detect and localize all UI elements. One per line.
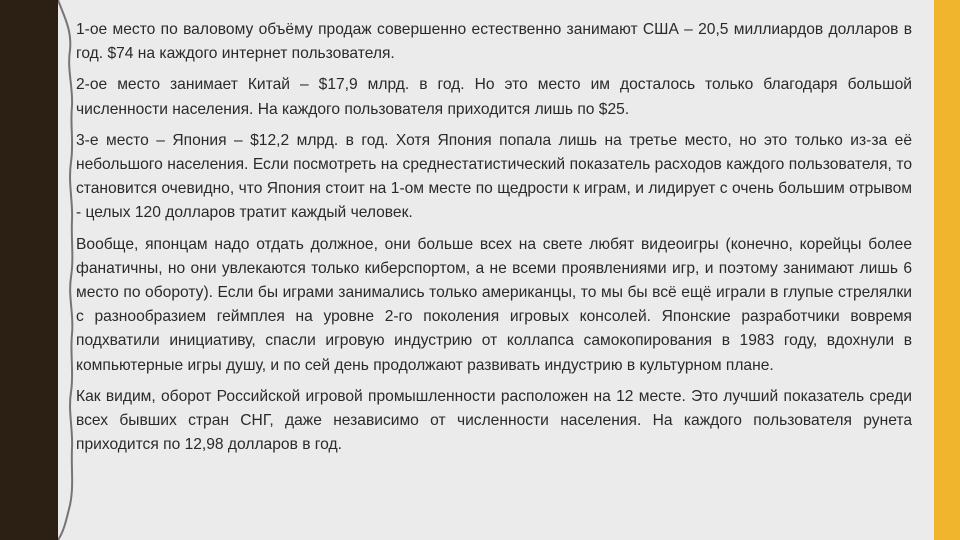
paragraph-japan-commentary: Вообще, японцам надо отдать должное, они больше всех на свете любят видеоигры (конечно, корейцы более фанатичны, но они увлекаются только киберспортом, а не всеми проявлениями игр, и поэтому занимают лишь 6 место по обороту). Если бы играми занимались только американцы, то мы бы всё ещё играли в глупые стрелялки с разнообразием геймплея на уровне 2-го поколения игровых консолей. Японские разработчики вовремя подхватили инициативу, спасли игровую индустрию от коллапса самокопирования в 1983 году, вдохнули в компьютерные игры душу, и по сей день продолжают развивать индустрию в культурном плане. — [76, 235, 912, 374]
paragraph-japan: 3-е место – Япония – $12,2 млрд. в год. Хотя Япония попала лишь на третье место, но это только из-за её небольшого населения. Если посмотреть на среднестатистический показатель расходов каждого пользователя, то становится очевидно, что Япония стоит на 1-ом месте по щедрости к играм, и лидирует с очень большим отрывом - целых 120 долларов тратит каждый человек. — [76, 131, 912, 222]
accent-bar — [934, 0, 960, 540]
text-body — [76, 18, 912, 464]
paragraph-china: 2-ое место занимает Китай – $17,9 млрд. в год. Но это место им досталось только благодаря большой численности населения. На каждого пользователя приходится лишь по $25. — [76, 76, 912, 118]
paragraph-usa: 1-ое место по валовому объёму продаж совершенно естественно занимают США – 20,5 миллиардов долларов в год. $74 на каждого интернет пользователя. — [76, 21, 912, 63]
paragraph-russia: Как видим, оборот Российской игровой промышленности расположен на 12 месте. Это лучший показатель среди всех бывших стран СНГ, даже независимо от численности населения. На каждого пользователя рунета приходится по 12,98 долларов в год. — [76, 387, 912, 454]
